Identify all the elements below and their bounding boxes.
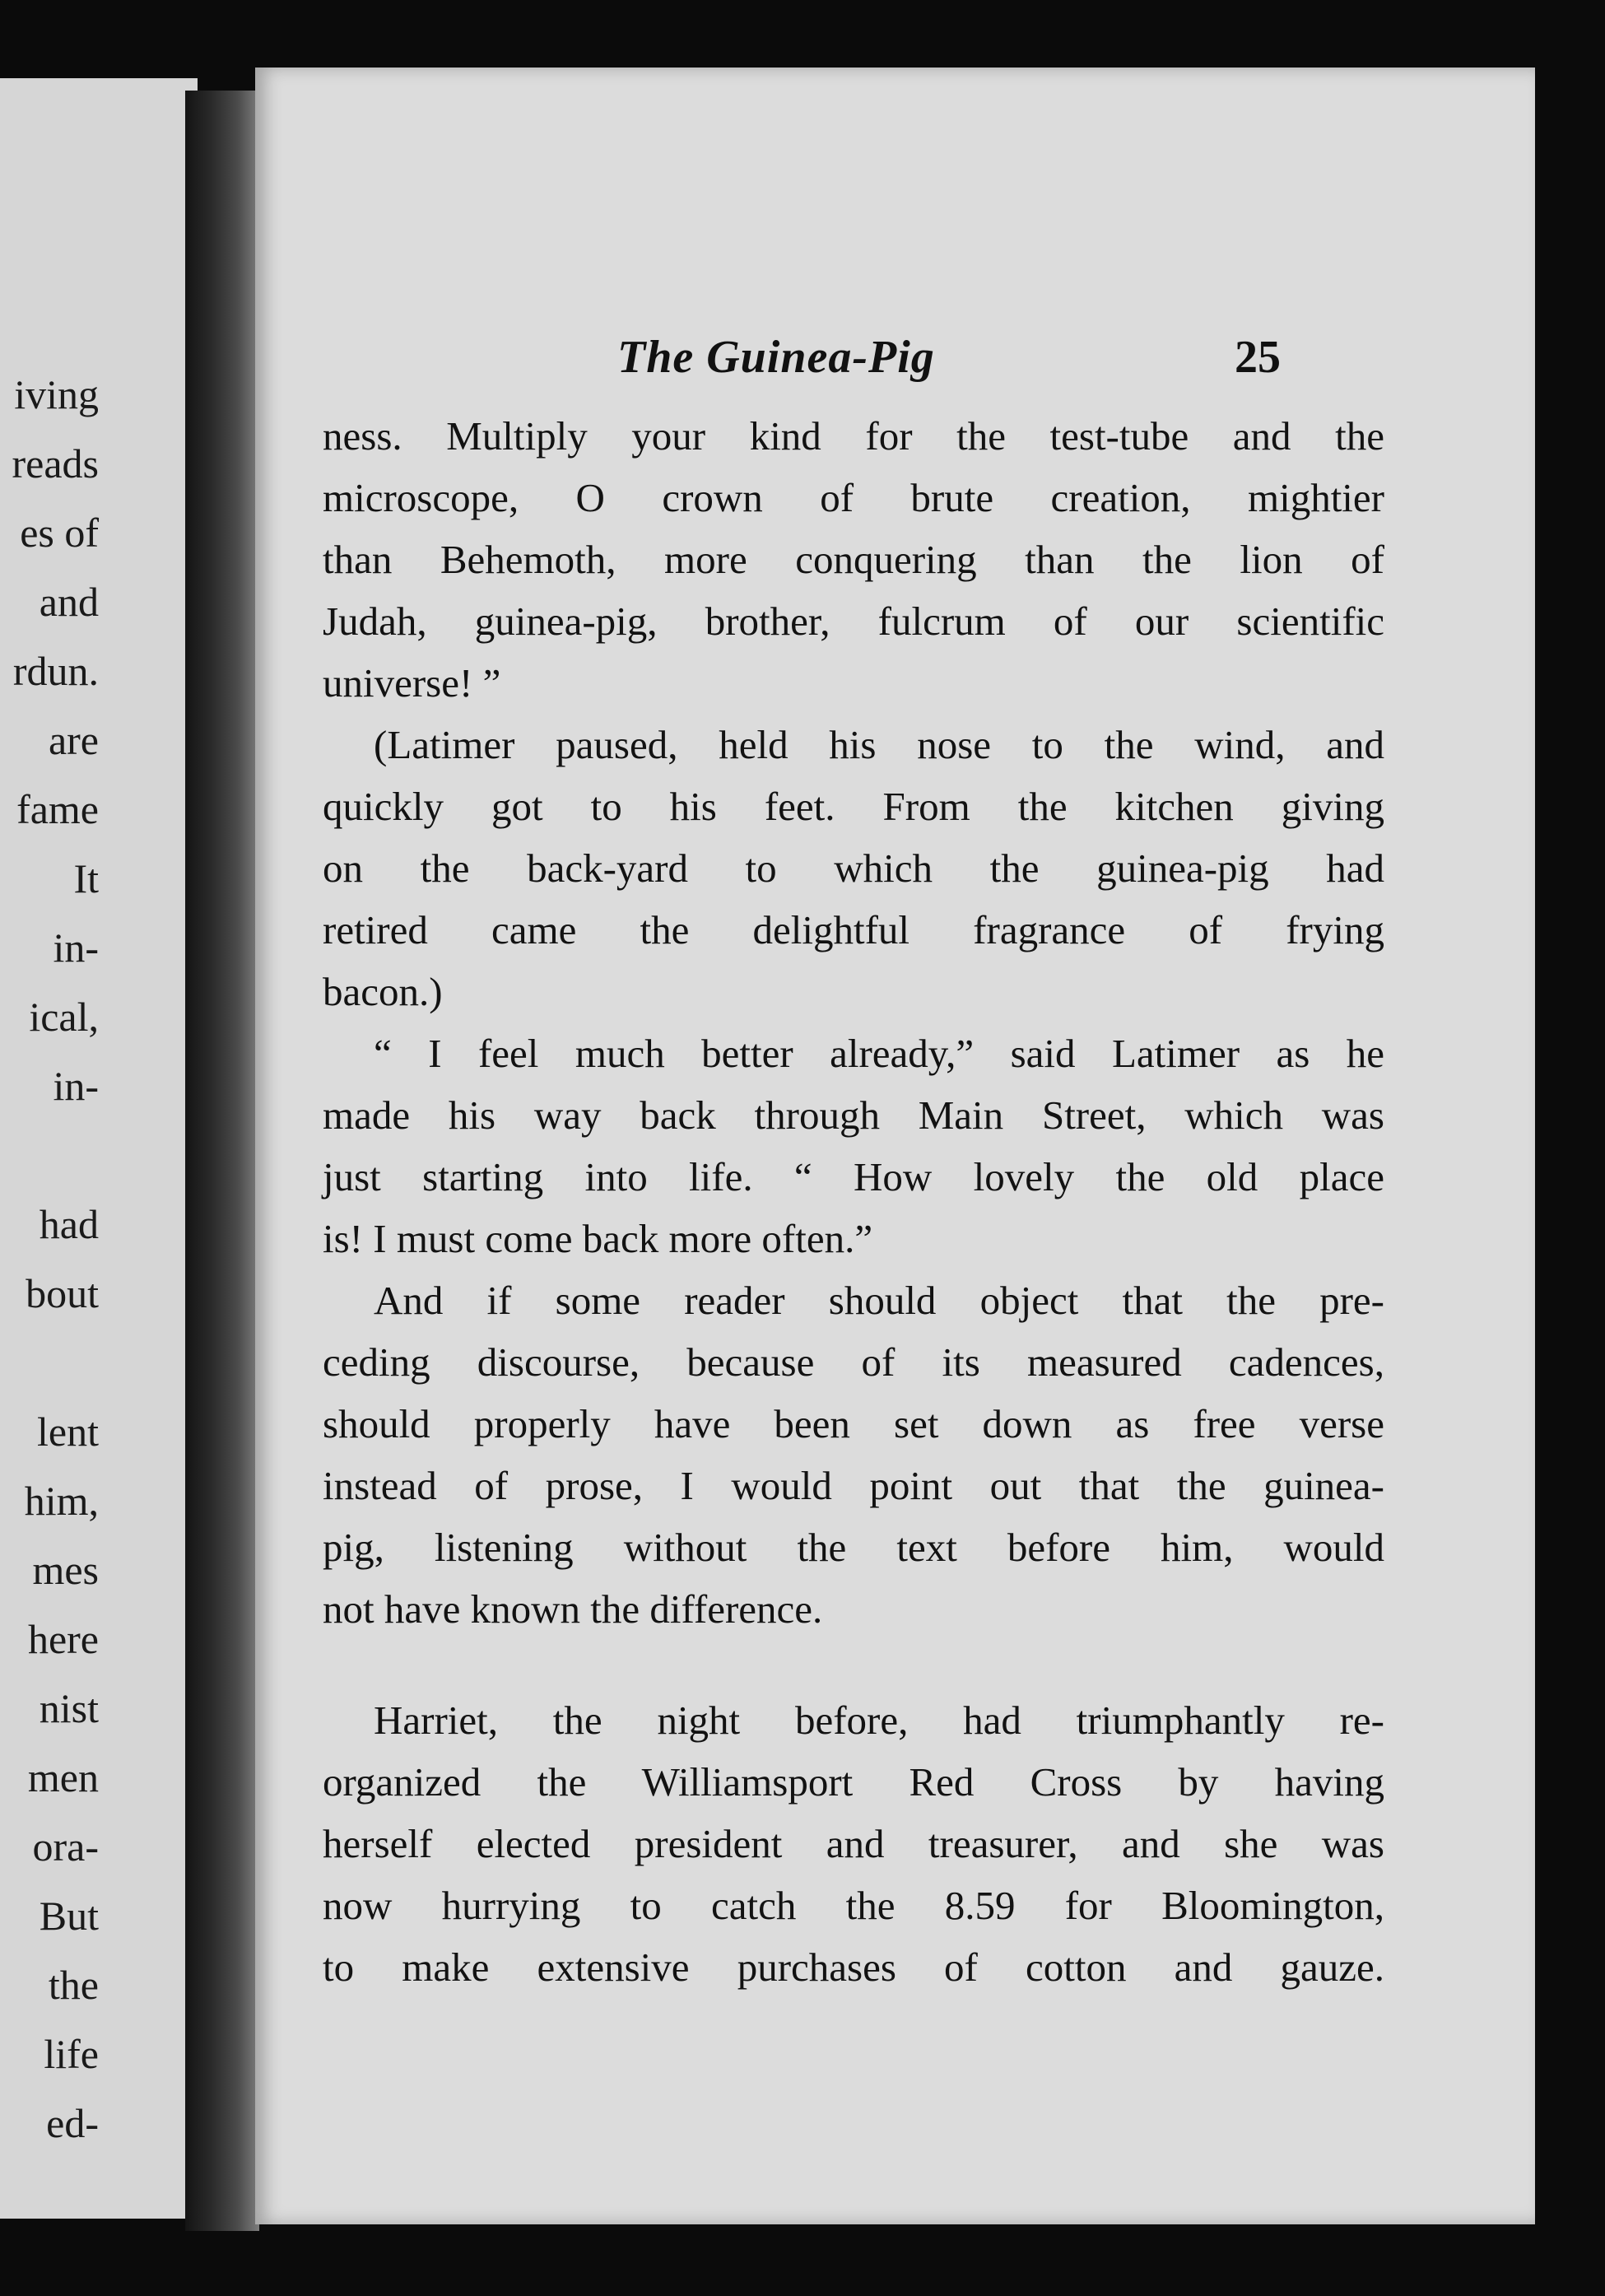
left-page-line: life [44,2031,99,2077]
text-line: ness. Multiply your kind for the test-tube and the [323,413,1384,459]
text-line: now hurrying to catch the 8.59 for Bloomington, [323,1883,1384,1928]
left-page-line: nist [39,1685,99,1731]
text-line: (Latimer paused, held his nose to the wind, and [374,722,1384,767]
left-page-line: in- [53,924,99,971]
text-line: quickly got to his feet. From the kitchen giving [323,784,1384,829]
left-page-line: It [73,855,99,901]
left-page-line: men [27,1754,99,1800]
right-page [255,68,1535,2224]
text-line: retired came the delightful fragrance of frying [323,907,1384,952]
left-facing-page [0,78,198,2219]
text-line: microscope, O crown of brute creation, mightier [323,475,1384,520]
text-line: just starting into life. “ How lovely the old place [323,1154,1384,1199]
left-page-line: ed- [46,2100,99,2146]
left-page-line: es of [20,510,99,556]
left-page-line: ora- [32,1823,99,1870]
left-page-line: mes [32,1547,99,1593]
left-page-line: fame [16,786,99,832]
text-line: organized the Williamsport Red Cross by having [323,1759,1384,1805]
left-page-line: the [48,1962,99,2008]
text-line: to make extensive purchases of cotton and gauze. [323,1944,1384,1990]
text-line: bacon.) [323,969,443,1014]
text-line: than Behemoth, more conquering than the lion of [323,537,1384,582]
text-line: is! I must come back more often.” [323,1216,873,1261]
left-page-line: iving [14,371,99,417]
body-text [323,405,1384,1998]
text-line: pig, listening without the text before him, would [323,1525,1384,1570]
page-number: 25 [1235,332,1281,383]
left-page-line: But [39,1893,99,1939]
text-line: instead of prose, I would point out that the guinea- [323,1463,1384,1508]
text-line: not have known the difference. [323,1586,823,1632]
text-line: And if some reader should object that the pre- [374,1278,1384,1323]
text-line: should properly have been set down as free verse [323,1401,1384,1446]
left-page-line: in- [53,1063,99,1109]
left-page-line: here [27,1616,99,1662]
running-title: The Guinea-Pig [617,332,935,383]
left-page-line: rdun. [12,648,99,694]
left-page-line: lent [37,1409,99,1455]
left-page-line: him, [24,1478,99,1524]
text-line: on the back-yard to which the guinea-pig had [323,845,1384,891]
text-line: universe! ” [323,660,501,706]
running-head [255,331,1535,397]
left-page-line: bout [26,1270,99,1316]
text-line: ceding discourse, because of its measured cadences, [323,1339,1384,1385]
book-gutter [185,91,259,2231]
text-line: herself elected president and treasurer, and she was [323,1821,1384,1866]
left-page-line: reads [12,440,99,487]
left-page-line: and [39,579,99,625]
text-line: Harriet, the night before, had triumphantly re- [374,1698,1384,1743]
left-page-line: had [39,1201,99,1247]
text-line: “ I feel much better already,” said Latimer as he [374,1031,1384,1076]
left-page-line: are [48,717,99,763]
left-page-line: ical, [29,994,99,1040]
section-break [323,1640,1384,1689]
text-line: made his way back through Main Street, which was [323,1092,1384,1138]
text-line: Judah, guinea-pig, brother, fulcrum of our scientific [323,598,1384,644]
